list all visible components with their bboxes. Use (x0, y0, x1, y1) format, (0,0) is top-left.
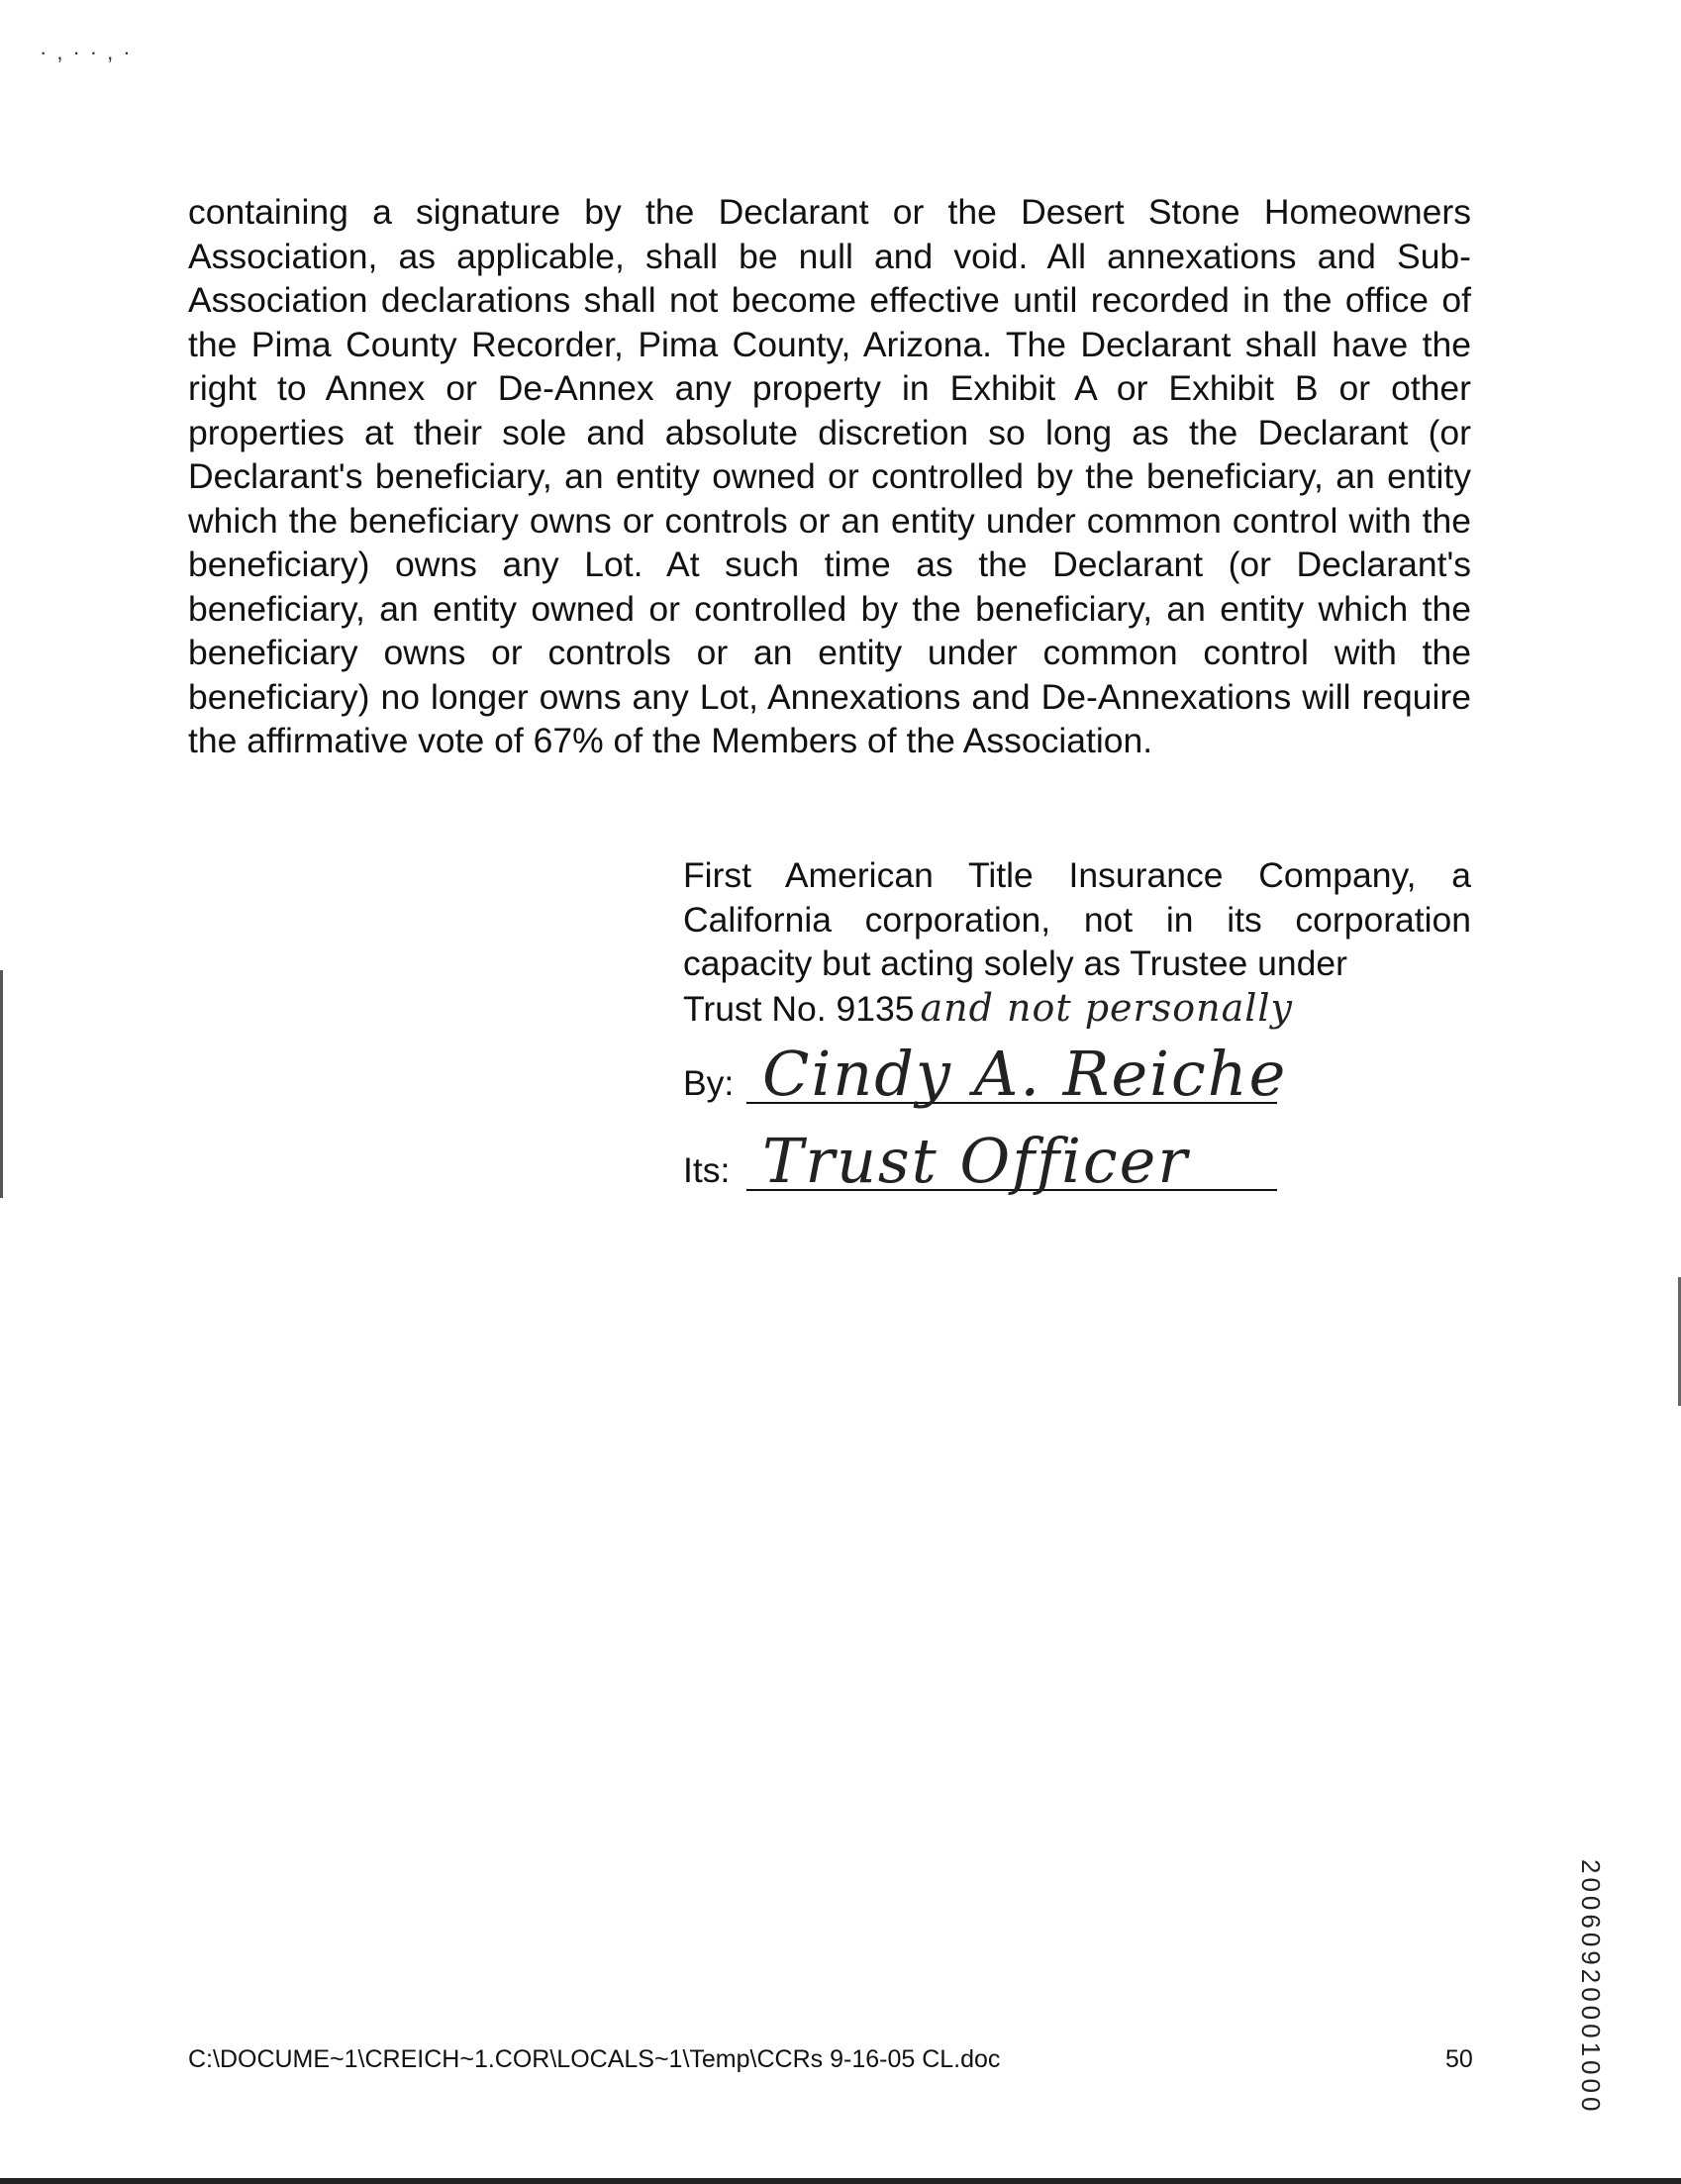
by-label: By: (683, 1063, 735, 1103)
recording-stamp: 20060920001000 (1576, 1859, 1606, 2116)
trust-line (683, 986, 1471, 1032)
company-text: First American Title Insurance Company, a California corporation, not in its corporation capacity but acting solely as Trustee under (683, 855, 1471, 983)
footer-page-number: 50 (1445, 2045, 1473, 2073)
scan-edge-bottom (0, 2178, 1681, 2184)
handwritten-note: and not personally (920, 985, 1293, 1030)
body-paragraph: containing a signature by the Declarant or the Desert Stone Homeowners Association, as applicable, shall be null and void. All annexations and Sub-Association declarations shall not become effective until recorded in the office of the Pima County Recorder, Pima County, Arizona. The Declarant shall have the right to Annex or De-Annex any property in Exhibit A or Exhibit B or other properties at their sole and absolute discretion so long as the Declarant (or Declarant's beneficiary, an entity owned or controlled by the beneficiary, an entity which the beneficiary owns or controls or an entity under common control with the beneficiary) owns any Lot. At such time as the Declarant (or Declarant's beneficiary, an entity owned or controlled by the beneficiary, an entity which the beneficiary owns or controls or an entity under common control with the beneficiary) no longer owns any Lot, Annexations and De-Annexations will require the affirmative vote of 67% of the Members of the Association. (188, 192, 1471, 760)
its-handwritten-title: Trust Officer (762, 1125, 1189, 1197)
scan-specks: ·,··,· (40, 40, 141, 64)
trust-number: Trust No. 9135 (683, 988, 915, 1029)
its-label: Its: (683, 1150, 731, 1190)
by-row (683, 1031, 1471, 1118)
by-signature: Cindy A. Reiche (762, 1038, 1288, 1110)
footer-file-path: C:\DOCUME~1\CREICH~1.COR\LOCALS~1\Temp\CCRs 9-16-05 CL.doc (188, 2045, 1001, 2073)
scan-edge-left (0, 970, 3, 1198)
its-row (683, 1118, 1471, 1205)
signature-block (683, 853, 1471, 1205)
